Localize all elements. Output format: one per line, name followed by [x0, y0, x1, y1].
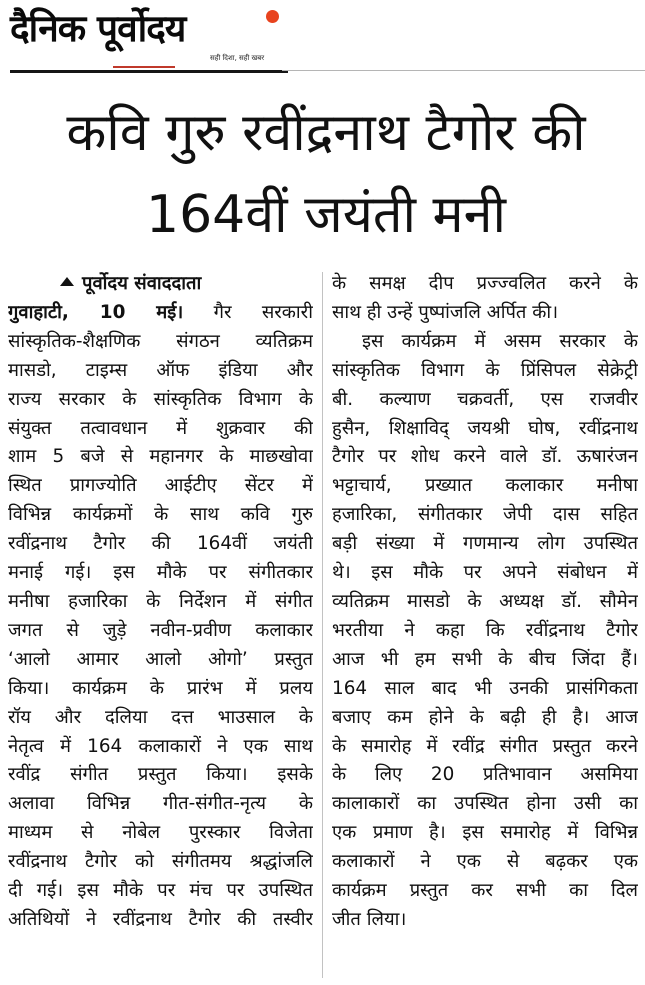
text-line: सांस्कृतिक विभाग के प्रिंसिपल सेक्रेट्री	[332, 359, 638, 381]
text-line: शाम 5 बजे से महानगर के माछखोवा	[8, 446, 313, 468]
text-line: थे। इस मौके पर अपने संबोधन में	[332, 562, 638, 584]
text-line: कलाकारों ने एक से बढ़कर एक	[332, 851, 638, 873]
dateline: गुवाहाटी, 10 मई।	[8, 301, 184, 323]
byline-text: पूर्वोदय संवाददाता	[82, 273, 202, 294]
text-line: बड़ी संख्या में गणमान्य लोग उपस्थित	[332, 533, 638, 555]
text-line	[8, 299, 313, 328]
text-line: रवींद्र संगीत प्रस्तुत किया। इसके	[8, 764, 313, 786]
text-line: एक प्रमाण है। इस समारोह में विभिन्न	[332, 822, 638, 844]
text-line: भट्टाचार्य, प्रख्यात कलाकार मनीषा	[332, 475, 638, 497]
text-line: हुसैन, शिक्षाविद् जयश्री घोष, रवींद्रनाथ	[332, 417, 638, 439]
text-line: नेतृत्व में 164 कलाकारों ने एक साथ	[8, 735, 313, 757]
text-line: जगत से जुड़े नवीन-प्रवीण कलाकार	[8, 619, 313, 641]
text-line: किया। कार्यक्रम के प्रारंभ में प्रलय	[8, 677, 313, 699]
text-line: साथ ही उन्हें पुष्पांजलि अर्पित की।	[332, 301, 559, 323]
text-line: इस कार्यक्रम में असम सरकार के	[362, 330, 638, 352]
logo-sun-icon	[266, 10, 279, 23]
masthead-rule	[10, 70, 288, 73]
text-line: के समारोह में रवींद्र संगीत प्रस्तुत करने	[332, 735, 638, 757]
masthead-tagline: सही दिशा, सही खबर	[210, 54, 265, 62]
text-line: राज्य सरकार के सांस्कृतिक विभाग के	[8, 388, 313, 410]
text-line: अलावा विभिन्न गीत-संगीत-नृत्य के	[8, 793, 313, 815]
text-line: बी. कल्याण चक्रवर्ती, एस राजवीर	[332, 388, 638, 410]
text-line: स्थित प्रागज्योति आईटीए सेंटर में	[8, 475, 313, 497]
text-line: टैगोर पर शोध करने वाले डॉ. ऊषारंजन	[332, 446, 638, 468]
top-divider	[282, 70, 645, 71]
text-line: रवींद्रनाथ टैगोर को संगीतमय श्रद्धांजलि	[8, 851, 313, 873]
article-column-left	[8, 270, 313, 935]
text-line: संयुक्त तत्वावधान में शुक्रवार की	[8, 417, 313, 439]
text-line-content: गैर सरकारी	[213, 301, 313, 323]
byline-triangle-icon	[60, 277, 74, 286]
text-line: 164 साल बाद भी उनकी प्रासंगिकता	[332, 677, 638, 699]
text-line: सांस्कृतिक-शैक्षणिक संगठन व्यतिक्रम	[8, 330, 313, 352]
text-line: मासडो, टाइम्स ऑफ इंडिया और	[8, 359, 313, 381]
text-line: ‘आलो आमार आलो ओगो’ प्रस्तुत	[8, 648, 313, 670]
masthead-logo: दैनिक पूर्वोदय	[10, 7, 186, 50]
text-line: रॉय और दलिया दत्त भाउसाल के	[8, 706, 313, 728]
text-line: बजाए कम होने के बढ़ी ही है। आज	[332, 706, 638, 728]
text-line: अतिथियों ने रवींद्रनाथ टैगोर की तस्वीर	[8, 908, 313, 930]
column-divider	[322, 272, 323, 978]
text-line: आज भी हम सभी के बीच जिंदा हैं।	[332, 648, 638, 670]
text-line: मनीषा हजारिका के निर्देशन में संगीत	[8, 590, 313, 612]
text-line: कालाकारों का उपस्थित होना उसी का	[332, 793, 638, 815]
text-line: जीत लिया।	[332, 908, 407, 930]
text-line: दी गई। इस मौके पर मंच पर उपस्थित	[8, 880, 313, 902]
text-line: के लिए 20 प्रतिभावान असमिया	[332, 764, 638, 786]
text-line: विभिन्न कार्यक्रमों के साथ कवि गुरु	[8, 504, 313, 526]
text-line: कार्यक्रम प्रस्तुत कर सभी का दिल	[332, 880, 638, 902]
text-line: व्यतिक्रम मासडो के अध्यक्ष डॉ. सौमेन	[332, 590, 638, 612]
byline	[8, 270, 313, 299]
text-line: हजारिका, संगीतकार जेपी दास सहित	[332, 504, 638, 526]
masthead-accent-strip	[113, 66, 175, 68]
text-line: के समक्ष दीप प्रज्ज्वलित करने के	[332, 273, 638, 294]
text-line: मनाई गई। इस मौके पर संगीतकार	[8, 562, 313, 584]
article-column-right	[332, 270, 638, 935]
text-line: माध्यम से नोबेल पुरस्कार विजेता	[8, 822, 313, 844]
article-headline: कवि गुरु रवींद्रनाथ टैगोर की 164वीं जयंती मनी	[66, 103, 586, 245]
text-line: भरतीया ने कहा कि रवींद्रनाथ टैगोर	[332, 619, 638, 641]
masthead	[10, 4, 310, 74]
text-line: रवींद्रनाथ टैगोर की 164वीं जयंती	[8, 533, 313, 555]
